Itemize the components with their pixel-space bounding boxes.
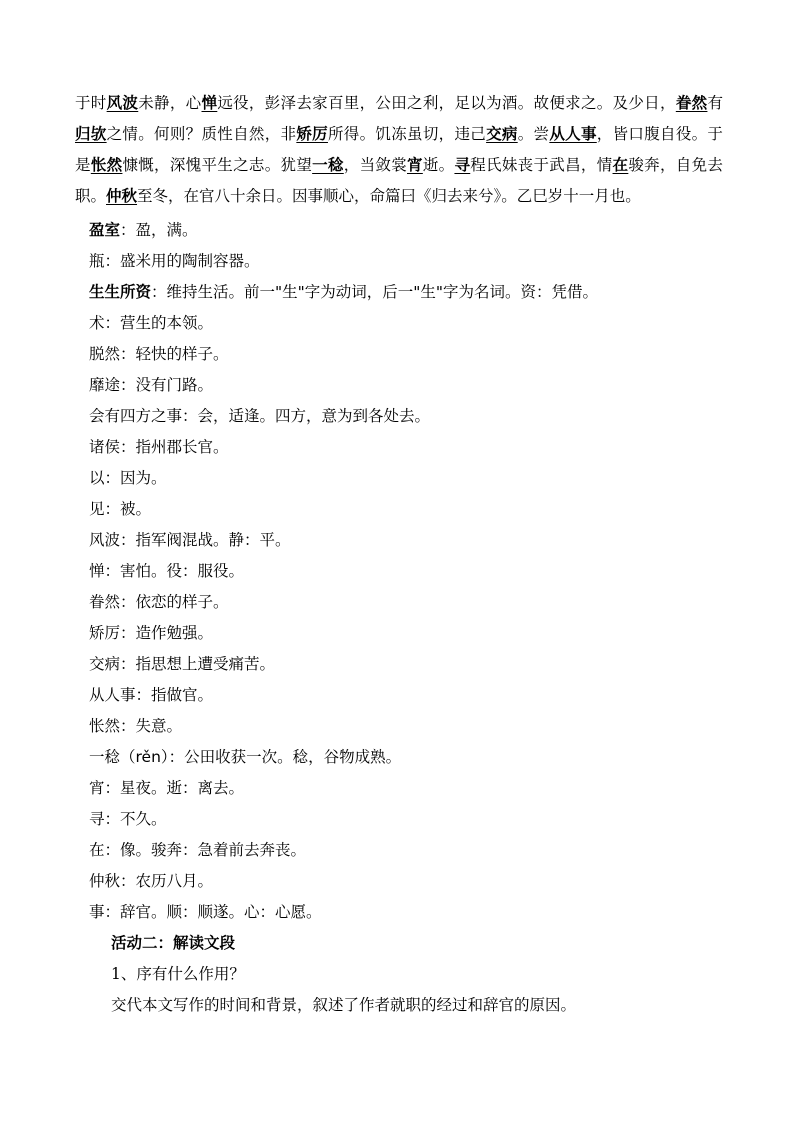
gloss-term: 以: [89, 469, 105, 487]
gloss-definition: ：星夜。逝：离去。: [104, 779, 245, 797]
gloss-item: [89, 866, 213, 897]
gloss-term: 从人事: [89, 686, 136, 704]
gloss-item: [89, 277, 598, 308]
gloss-definition: ：指州郡长官。: [120, 438, 229, 456]
text-segment: 有: [707, 94, 723, 112]
gloss-definition: ：不久。: [104, 810, 167, 828]
gloss-term: 瓶: [89, 252, 105, 270]
gloss-item: [89, 680, 213, 711]
keyword-mark: 宵: [407, 156, 423, 174]
keyword-mark: 惮: [201, 94, 218, 112]
gloss-term: 在: [89, 841, 105, 859]
gloss-item: [89, 432, 229, 463]
gloss-definition: ：依恋的样子。: [120, 593, 229, 611]
gloss-definition: ：公田收获一次。稔，谷物成熟。: [168, 748, 402, 766]
text-segment: 未静，心: [138, 94, 202, 112]
gloss-term: 事: [89, 903, 105, 921]
gloss-definition: ：造作勉强。: [120, 624, 214, 642]
text-segment: 。尝: [517, 125, 550, 143]
keyword-mark: 交病: [486, 125, 518, 143]
text-segment: 于时: [75, 94, 107, 112]
gloss-item: [89, 618, 213, 649]
gloss-definition: ：指思想上遭受痛苦。: [120, 655, 276, 673]
gloss-definition: ：轻快的样子。: [120, 345, 229, 363]
text-segment: ，当敛裳: [343, 156, 407, 174]
keyword-mark: 寻: [454, 156, 471, 174]
text-segment: 程氏妹丧于武昌，情: [470, 156, 613, 174]
gloss-item: [89, 835, 306, 866]
gloss-definition: ：盈，满。: [120, 221, 198, 239]
gloss-item: [89, 525, 291, 556]
gloss-definition: ：被。: [104, 500, 152, 518]
answer-text: 交代本文写作的时间和背景，叙述了作者就职的经过和辞官的原因。: [111, 996, 577, 1014]
keyword-mark: 眷然: [675, 94, 708, 112]
gloss-item: [89, 463, 167, 494]
gloss-term: 见: [89, 500, 105, 518]
gloss-term: 生生所资: [89, 283, 152, 301]
gloss-item: [89, 649, 275, 680]
gloss-item: [89, 308, 213, 339]
text-segment: 之情。何则？质性自然，非: [106, 125, 297, 143]
keyword-mark: 风波: [106, 94, 139, 112]
gloss-item: [89, 246, 260, 277]
text-segment: 骏奔，自免去职。: [75, 156, 723, 205]
gloss-term: 怅然: [89, 717, 121, 735]
text-segment: 逝。: [422, 156, 455, 174]
gloss-item: [89, 897, 322, 928]
keyword-mark: 怅然: [90, 156, 123, 174]
question-text: 1、序有什么作用？: [111, 965, 245, 983]
gloss-definition: ：指军阀混战。静：平。: [120, 531, 291, 549]
gloss-definition: ：没有门路。: [120, 376, 214, 394]
gloss-item: [89, 401, 430, 432]
gloss-definition: ：营生的本领。: [104, 314, 214, 332]
text-segment: 慷慨，深愧平生之志。犹望: [122, 156, 313, 174]
gloss-term: 一稔（rěn）: [89, 748, 169, 766]
preface-paragraph: [75, 88, 723, 212]
gloss-item: [89, 339, 229, 370]
text-segment: 至冬，在官八十余日。因事顺心，命篇曰《归去来兮》。乙巳岁十一月也。: [137, 187, 641, 205]
gloss-item: [89, 711, 182, 742]
gloss-definition: ：失意。: [120, 717, 183, 735]
gloss-item: [89, 804, 167, 835]
gloss-term: 交病: [89, 655, 121, 673]
gloss-term: 盈室: [89, 221, 121, 239]
gloss-term: 靡途: [89, 376, 121, 394]
gloss-term: 寻: [89, 810, 105, 828]
gloss-term: 风波: [89, 531, 121, 549]
gloss-definition: ：盛米用的陶制容器。: [104, 252, 260, 270]
gloss-item: [89, 587, 229, 618]
keyword-mark: 从人事: [549, 125, 597, 143]
gloss-item: [89, 556, 244, 587]
text-segment: ，皆口腹自役。于是: [75, 125, 723, 174]
gloss-term: 诸侯: [89, 438, 121, 456]
keyword-mark: 在: [612, 156, 629, 174]
gloss-definition: ：会，适逢。四方，意为到各处去。: [182, 407, 431, 425]
gloss-term: 仲秋: [89, 872, 121, 890]
gloss-term: 会有四方之事: [89, 407, 183, 425]
gloss-item: [89, 773, 244, 804]
gloss-definition: ：辞官。顺：顺遂。心：心愿。: [104, 903, 322, 921]
text-segment: 远役，彭泽去家百里，公田之利，足以为酒。故便求之。及少日，: [217, 94, 676, 112]
keyword-mark: 仲秋: [106, 187, 138, 205]
keyword-mark: 一稔: [312, 156, 344, 174]
gloss-definition: ：农历八月。: [120, 872, 214, 890]
gloss-definition: ：指做官。: [135, 686, 214, 704]
gloss-item: [89, 742, 401, 773]
text-segment: 所得。饥冻虽切，违己: [327, 125, 487, 143]
gloss-term: 惮: [89, 562, 105, 580]
gloss-item: [89, 370, 213, 401]
gloss-definition: ：像。骏奔：急着前去奔丧。: [104, 841, 307, 859]
gloss-definition: ：害怕。役：服役。: [104, 562, 245, 580]
gloss-definition: ：因为。: [104, 469, 167, 487]
gloss-term: 矫厉: [89, 624, 121, 642]
gloss-term: 宵: [89, 779, 105, 797]
gloss-definition: ：维持生活。前一"生"字为动词，后一"生"字为名词。资：凭借。: [151, 283, 599, 301]
keyword-mark: 矫厉: [296, 125, 328, 143]
gloss-item: [89, 494, 151, 525]
section-title: 活动二：解读文段: [111, 934, 236, 952]
gloss-term: 眷然: [89, 593, 121, 611]
gloss-term: 术: [89, 314, 105, 332]
gloss-term: 脱然: [89, 345, 121, 363]
keyword-mark: 归欤: [75, 125, 107, 143]
gloss-item: [89, 215, 198, 246]
